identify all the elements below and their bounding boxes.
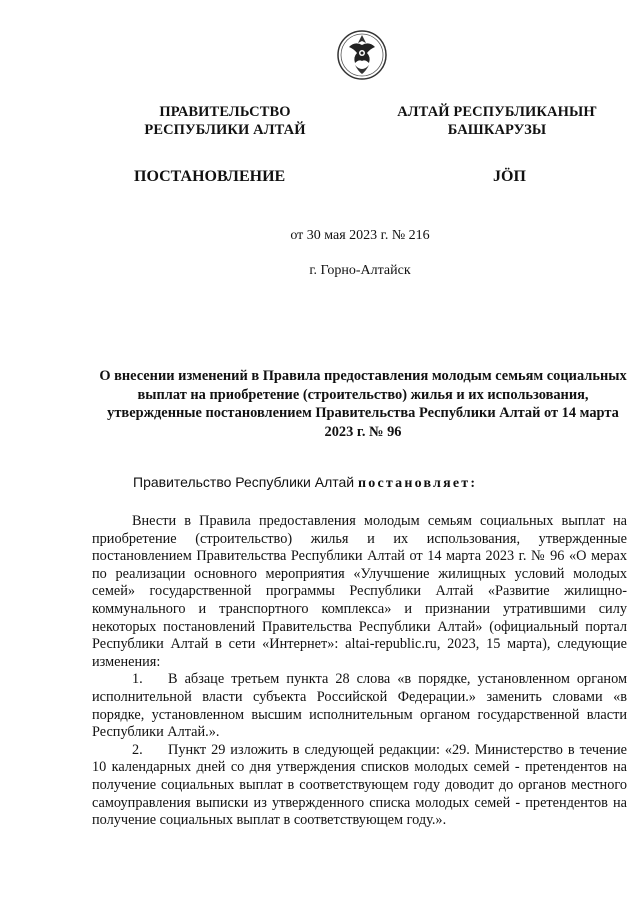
document-title: О внесении изменений в Правила предоставления молодым семьям социальных выплат на приобретение (строительство) жилья и их использования, утвержденные постановлением Правительства Республики Алтай от 14 марта 2023 г. № 96 (99, 368, 627, 440)
header-right-line1: АЛТАЙ РЕСПУБЛИКАНЫҤ (397, 104, 597, 120)
item-text: В абзаце третьем пункта 28 слова «в порядке, установленном органом исполнительной власти субъекта Российской Федерации.» заменить словами «в порядке, установленном высшим исполнительным органом государственной власти Республики Алтай.». (92, 671, 627, 741)
city-line: г. Горно-Алтайск (309, 263, 411, 278)
coat-of-arms-icon (337, 27, 387, 83)
header-right-line2: БАШКАРУЗЫ (447, 122, 547, 138)
decree-lead: Правительство Республики Алтай (133, 474, 359, 490)
doc-type-altai: JÖП (493, 168, 526, 185)
date-line: от 30 мая 2023 г. № 216 (290, 228, 430, 243)
body-item (92, 671, 627, 741)
header-left-line1: ПРАВИТЕЛЬСТВО (159, 104, 291, 120)
decree-verb: постановляет: (358, 476, 478, 491)
doc-type-russian: ПОСТАНОВЛЕНИЕ (134, 168, 286, 185)
item-number: 2. (132, 741, 143, 758)
body-intro: Внести в Правила предоставления молодым семьям социальных выплат на приобретение (строительство) жилья и их использования, утвержденные постановлением Правительства Республики Алтай от 14 марта 2023 г. № 96 «О мерах по реализации основного мероприятия «Улучшение жилищных условий молодых семей» государственной программы Республики Алтай «Развитие жилищно-коммунального и транспортного комплекса» и признании утратившими силу некоторых постановлений Правительства Республики Алтай» (официальный портал Республики Алтай в сети «Интернет»: altai-republic.ru, 2023, 15 марта), следующие изменения: (92, 513, 627, 670)
item-text: Пункт 29 изложить в следующей редакции: «29. Министерство в течение 10 календарных дней со дня утверждения списков молодых семей - претендентов на получение социальных выплат в соответствующем году доводит до органов местного самоуправления выписки из утвержденного списка молодых семей - претендентов на получение социальных выплат в соответствующем году.». (92, 741, 627, 829)
body-item (92, 742, 627, 830)
header-left-line2: РЕСПУБЛИКИ АЛТАЙ (144, 122, 306, 138)
document-body (92, 513, 627, 830)
header-left (100, 103, 350, 139)
item-number: 1. (132, 671, 143, 688)
decree-line (133, 474, 477, 492)
header-right (372, 103, 622, 139)
